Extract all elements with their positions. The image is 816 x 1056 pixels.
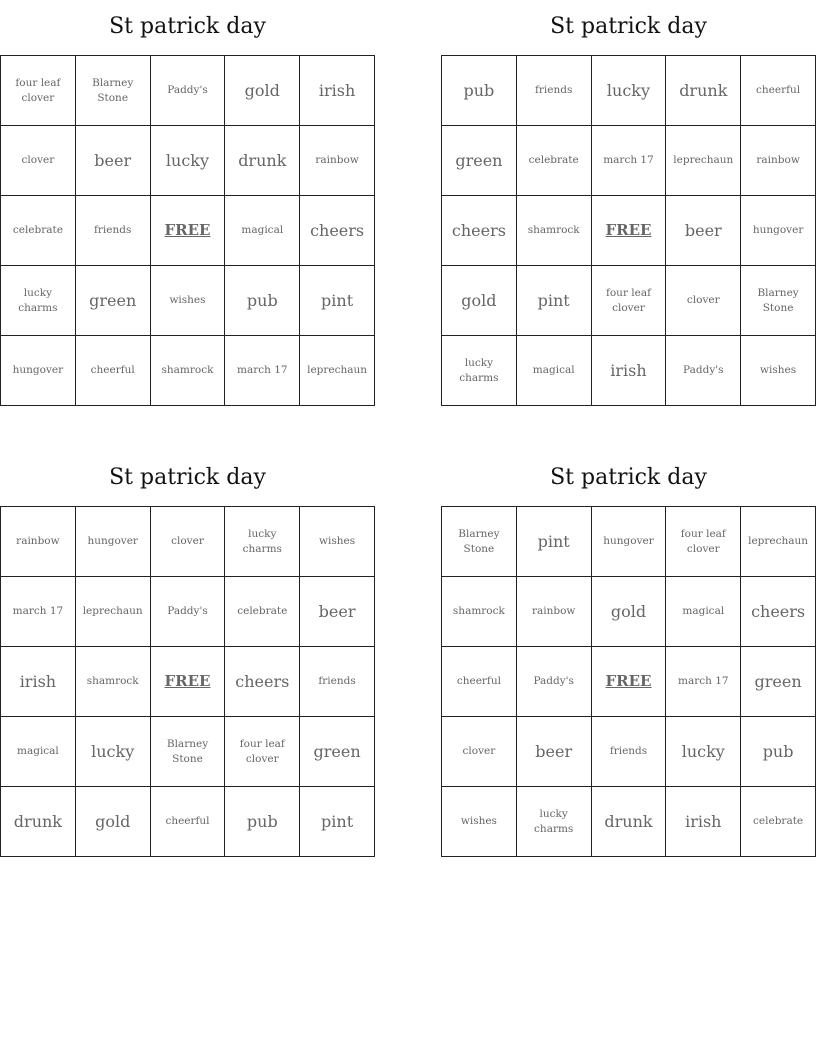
bingo-cell: cheers bbox=[225, 647, 300, 717]
bingo-cell: gold bbox=[225, 56, 300, 126]
bingo-cell: shamrock bbox=[442, 577, 517, 647]
free-space-cell: FREE bbox=[151, 647, 226, 717]
bingo-cell: green bbox=[442, 126, 517, 196]
bingo-cell: lucky bbox=[151, 126, 226, 196]
bingo-cell: pint bbox=[517, 266, 592, 336]
bingo-cell: Paddy's bbox=[151, 577, 226, 647]
free-space-cell: FREE bbox=[592, 196, 667, 266]
bingo-cell: clover bbox=[1, 126, 76, 196]
bingo-cell: pub bbox=[225, 787, 300, 857]
bingo-cell: clover bbox=[666, 266, 741, 336]
free-space-cell: FREE bbox=[151, 196, 226, 266]
bingo-cell: wishes bbox=[741, 336, 816, 406]
bingo-cell: Paddy's bbox=[666, 336, 741, 406]
bingo-cell: cheerful bbox=[151, 787, 226, 857]
bingo-cell: rainbow bbox=[741, 126, 816, 196]
card-title: St patrick day bbox=[550, 465, 707, 490]
bingo-cell: wishes bbox=[151, 266, 226, 336]
bingo-cell: four leaf clover bbox=[225, 717, 300, 787]
bingo-cell: beer bbox=[666, 196, 741, 266]
bingo-cell: clover bbox=[151, 507, 226, 577]
bingo-cell: drunk bbox=[1, 787, 76, 857]
bingo-cell: magical bbox=[517, 336, 592, 406]
bingo-cell: irish bbox=[300, 56, 375, 126]
bingo-card-3 bbox=[0, 451, 375, 857]
free-space-cell: FREE bbox=[592, 647, 667, 717]
bingo-cell: cheers bbox=[442, 196, 517, 266]
bingo-cell: cheerful bbox=[76, 336, 151, 406]
bingo-cell: friends bbox=[517, 56, 592, 126]
bingo-cell: Blarney Stone bbox=[741, 266, 816, 336]
bingo-cell: rainbow bbox=[517, 577, 592, 647]
bingo-cell: pub bbox=[741, 717, 816, 787]
bingo-cell: Blarney Stone bbox=[76, 56, 151, 126]
bingo-cell: lucky bbox=[666, 717, 741, 787]
bingo-cell: leprechaun bbox=[741, 507, 816, 577]
bingo-cell: irish bbox=[666, 787, 741, 857]
bingo-cell: wishes bbox=[442, 787, 517, 857]
bingo-cell: green bbox=[300, 717, 375, 787]
bingo-cell: march 17 bbox=[1, 577, 76, 647]
bingo-cell: lucky charms bbox=[442, 336, 517, 406]
bingo-cell: hungover bbox=[1, 336, 76, 406]
bingo-cell: drunk bbox=[225, 126, 300, 196]
bingo-cell: friends bbox=[592, 717, 667, 787]
bingo-cell: leprechaun bbox=[666, 126, 741, 196]
bingo-grid bbox=[441, 55, 816, 406]
bingo-cell: four leaf clover bbox=[1, 56, 76, 126]
bingo-cell: hungover bbox=[76, 507, 151, 577]
bingo-card-1 bbox=[0, 0, 375, 406]
bingo-cell: cheers bbox=[300, 196, 375, 266]
bingo-cell: irish bbox=[1, 647, 76, 717]
bingo-cell: beer bbox=[517, 717, 592, 787]
bingo-cell: friends bbox=[76, 196, 151, 266]
bingo-cell: Blarney Stone bbox=[151, 717, 226, 787]
bingo-cell: rainbow bbox=[300, 126, 375, 196]
bingo-cell: leprechaun bbox=[300, 336, 375, 406]
bingo-cell: rainbow bbox=[1, 507, 76, 577]
bingo-cell: magical bbox=[225, 196, 300, 266]
bingo-grid bbox=[441, 506, 816, 857]
bingo-cell: march 17 bbox=[592, 126, 667, 196]
bingo-card-2 bbox=[441, 0, 816, 406]
bingo-card-4 bbox=[441, 451, 816, 857]
bingo-cell: celebrate bbox=[517, 126, 592, 196]
bingo-cell: hungover bbox=[741, 196, 816, 266]
card-title: St patrick day bbox=[109, 465, 266, 490]
bingo-cell: leprechaun bbox=[76, 577, 151, 647]
bingo-cell: lucky charms bbox=[517, 787, 592, 857]
bingo-cell: cheerful bbox=[442, 647, 517, 717]
bingo-cell: cheerful bbox=[741, 56, 816, 126]
bingo-cell: wishes bbox=[300, 507, 375, 577]
bingo-cell: gold bbox=[592, 577, 667, 647]
bingo-cell: drunk bbox=[592, 787, 667, 857]
bingo-cell: clover bbox=[442, 717, 517, 787]
bingo-cell: pint bbox=[517, 507, 592, 577]
bingo-cell: lucky charms bbox=[225, 507, 300, 577]
bingo-cell: gold bbox=[442, 266, 517, 336]
bingo-cell: pub bbox=[225, 266, 300, 336]
bingo-cell: green bbox=[76, 266, 151, 336]
bingo-cell: Blarney Stone bbox=[442, 507, 517, 577]
bingo-grid bbox=[0, 55, 375, 406]
bingo-cell: hungover bbox=[592, 507, 667, 577]
bingo-cell: Paddy's bbox=[517, 647, 592, 717]
bingo-cell: drunk bbox=[666, 56, 741, 126]
bingo-cell: magical bbox=[1, 717, 76, 787]
bingo-cell: beer bbox=[76, 126, 151, 196]
bingo-cell: magical bbox=[666, 577, 741, 647]
bingo-cell: shamrock bbox=[517, 196, 592, 266]
bingo-cell: four leaf clover bbox=[592, 266, 667, 336]
bingo-cell: pint bbox=[300, 266, 375, 336]
bingo-cell: beer bbox=[300, 577, 375, 647]
bingo-cell: celebrate bbox=[741, 787, 816, 857]
bingo-cell: Paddy's bbox=[151, 56, 226, 126]
bingo-cell: pint bbox=[300, 787, 375, 857]
bingo-cell: shamrock bbox=[151, 336, 226, 406]
bingo-grid bbox=[0, 506, 375, 857]
bingo-cell: green bbox=[741, 647, 816, 717]
bingo-cell: lucky charms bbox=[1, 266, 76, 336]
bingo-cell: gold bbox=[76, 787, 151, 857]
bingo-cell: cheers bbox=[741, 577, 816, 647]
bingo-cell: lucky bbox=[592, 56, 667, 126]
bingo-cell: irish bbox=[592, 336, 667, 406]
bingo-cell: four leaf clover bbox=[666, 507, 741, 577]
card-title: St patrick day bbox=[109, 14, 266, 39]
bingo-cell: pub bbox=[442, 56, 517, 126]
bingo-cell: friends bbox=[300, 647, 375, 717]
bingo-cell: march 17 bbox=[666, 647, 741, 717]
bingo-cell: march 17 bbox=[225, 336, 300, 406]
bingo-cell: celebrate bbox=[225, 577, 300, 647]
bingo-cell: lucky bbox=[76, 717, 151, 787]
bingo-cell: celebrate bbox=[1, 196, 76, 266]
bingo-cell: shamrock bbox=[76, 647, 151, 717]
card-title: St patrick day bbox=[550, 14, 707, 39]
